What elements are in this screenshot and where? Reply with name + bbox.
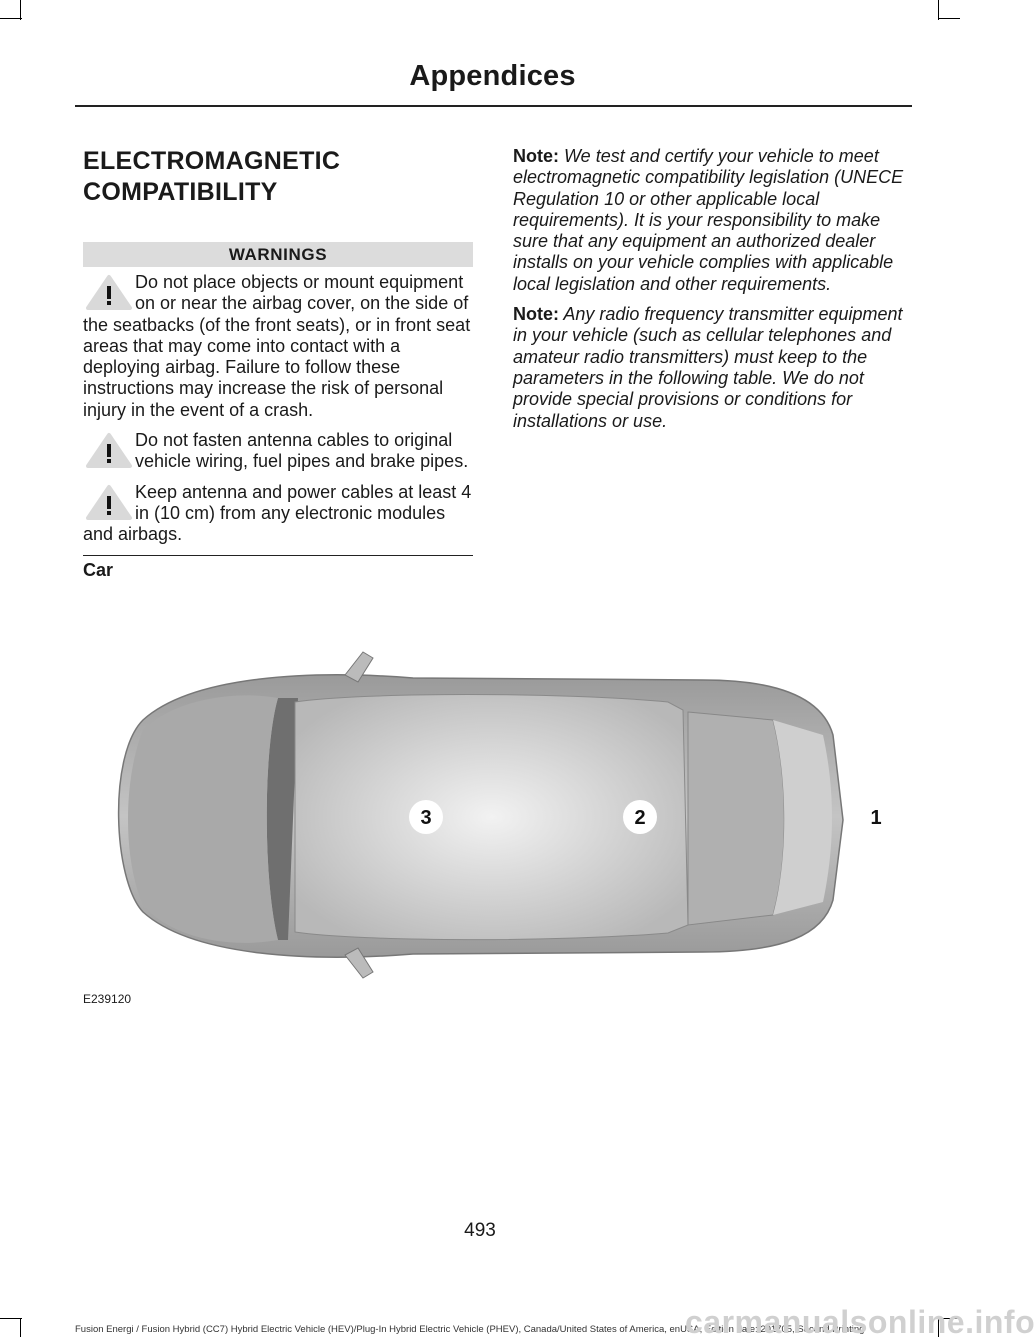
crop-mark bbox=[20, 0, 21, 20]
section-title: ELECTROMAGNETIC COMPATIBILITY bbox=[83, 147, 341, 206]
car-label: Car bbox=[83, 559, 114, 580]
callout-1 bbox=[870, 807, 881, 829]
note bbox=[513, 304, 908, 432]
right-column bbox=[513, 146, 908, 441]
warning-item bbox=[83, 272, 473, 421]
crop-mark bbox=[938, 18, 960, 19]
note-label: Note: bbox=[513, 146, 559, 166]
callout-3-label: 3 bbox=[420, 807, 432, 829]
watermark: carmanualsonline.info bbox=[685, 1304, 1035, 1340]
figure-id: E239120 bbox=[83, 992, 132, 1006]
left-column bbox=[83, 146, 473, 581]
callout-2 bbox=[623, 800, 657, 834]
warning-item bbox=[83, 482, 473, 546]
callout-1-label: 1 bbox=[870, 807, 882, 829]
crop-mark bbox=[0, 1318, 22, 1319]
warning-triangle-icon bbox=[83, 484, 135, 522]
car-top-view-illustration bbox=[83, 640, 913, 990]
warning-triangle-icon bbox=[83, 432, 135, 470]
warnings-heading: WARNINGS bbox=[83, 242, 473, 267]
warning-item bbox=[83, 430, 473, 473]
note-text: Any radio frequency transmitter equipment in your vehicle (such as cellular telephones and amateur radio transmitters) must keep to the parameters in the following table. We do not provide special provisions or conditions for installations or use. bbox=[513, 304, 903, 431]
warnings-divider bbox=[83, 555, 473, 556]
note-label: Note: bbox=[513, 304, 559, 325]
callout-2-label: 2 bbox=[634, 807, 646, 829]
warning-text: Do not fasten antenna cables to original vehicle wiring, fuel pipes and brake pipes. bbox=[135, 430, 469, 472]
page-title: Appendices bbox=[409, 60, 576, 92]
header-divider bbox=[75, 105, 912, 107]
warning-triangle-icon bbox=[83, 274, 135, 312]
note bbox=[513, 146, 908, 295]
warning-text: Do not place objects or mount equipment on or near the airbag cover, on the side of the seatbacks (of the front seats), or in front seat areas that may come into contact with a deploying airbag. Failure to follow these instructions may increase the risk of personal injury in the event of a crash. bbox=[83, 272, 471, 420]
page-number: 493 bbox=[464, 1220, 496, 1241]
note-text: We test and certify your vehicle to meet electromagnetic compatibility legislation (UNECE Regulation 10 or other applicable local requirements). It is your responsibility to make sure that any equipment an authorized dealer installs on your vehicle complies with applicable local legislation and other requirements. bbox=[513, 146, 904, 294]
footer-text: Fusion Energi / Fusion Hybrid (CC7) Hybrid Electric Vehicle (HEV)/Plug-In Hybrid Electric Vehicle (PHEV), Canada/United States of America, enUSA, Edition date: 201705, Second Printing bbox=[75, 1324, 865, 1335]
hood bbox=[128, 695, 278, 942]
warning-text: Keep antenna and power cables at least 4 in (10 cm) from any electronic modules and airbags. bbox=[83, 481, 472, 545]
crop-mark bbox=[20, 1318, 21, 1337]
crop-mark bbox=[938, 0, 939, 20]
crop-mark bbox=[0, 18, 22, 19]
rear-window bbox=[688, 712, 784, 925]
callout-3 bbox=[409, 800, 443, 834]
